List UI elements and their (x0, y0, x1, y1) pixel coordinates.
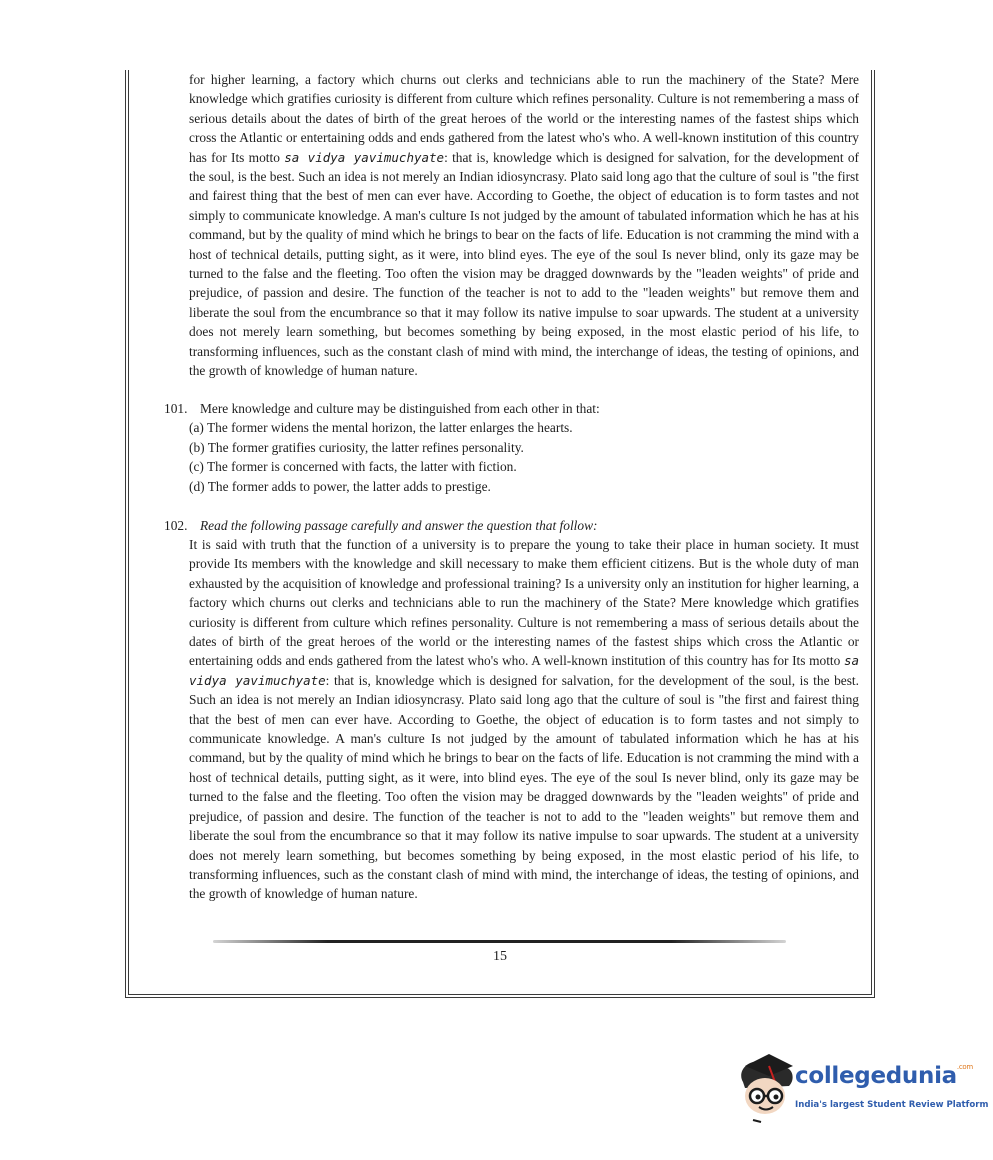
option-d[interactable]: (d) The former adds to power, the latter adds to prestige. (189, 478, 491, 494)
passage-102-part1: It is said with truth that the function of a university is to prepare the young to take their place in human society. It must provide Its members with the knowledge and skill necessary to make them efficient citizens. But is the whole duty of man exhausted by the acquisition of knowledge and professional training? Is a university only an institution for higher learning, a factory which churns out clerks and technicians able to run the machinery of the State? Mere knowledge which gratifies curiosity is different from culture which refines personality. Culture is not remembering a mass of serious details about the dates of birth of the great heroes of the world or the interesting names of the fastest ships which cross the Atlantic or entertaining odds and ends gathered from the latest who's who. A well-known institution of this country has for Its motto (189, 537, 859, 669)
question-102-number: 102. (164, 518, 188, 533)
question-101-stem (164, 399, 600, 418)
brand-name (795, 1063, 973, 1089)
passage-102-part2: : that is, knowledge which is designed for salvation, for the development of the soul, is the best. Such an idea is not merely an Indian idiosyncrasy. Plato said long ago that the culture of soul is "the first and fairest thing that the best of men can ever have. According to Goethe, the object of education is to form tastes and not simply to communicate knowledge. A man's culture Is not judged by the amount of tabulated information which he has at his command, but by the quality of mind which he brings to bear on the facts of life. Education is not cramming the mind with a host of technical details, putting sight, as it were, into blind eyes. The eye of the soul Is never blind, only its gaze may be turned to the false and the fleeting. Too often the vision may be dragged downwards by the "leaden weights" of pride and prejudice, of passion and desire. The function of the teacher is not to add to the "leaden weights" but remove them and liberate the soul from the encumbrance so that it may follow its native impulse to soar upwards. The student at a university does not merely learn something, but becomes something by being exposed, in the most elastic period of his life, to transforming influences, such as the constant clash of mind with mind, the interchange of ideas, the testing of opinions, and the growth of knowledge of human nature. (189, 672, 859, 902)
option-c[interactable]: (c) The former is concerned with facts, the latter with fiction. (189, 459, 517, 474)
passage-continued-part1: for higher learning, a factory which churns out clerks and technicians able to run the machinery of the State? Mere knowledge which gratifies curiosity is different from culture which refines personality. Culture is not remembering a mass of serious details about the dates of birth of the great heroes of the world or the interesting names of the fastest ships which cross the Atlantic or entertaining odds and ends gathered from the latest who's who. A well-known institution of this country has for Its motto (189, 72, 859, 165)
question-101-number: 101. (164, 401, 188, 416)
option-a[interactable]: (a) The former widens the mental horizon, the latter enlarges the hearts. (189, 420, 573, 435)
passage-continued (189, 70, 859, 381)
passage-continued-part2: : that is, knowledge which is designed for salvation, for the development of the soul, is the best. Such an idea is not merely an Indian idiosyncrasy. Plato said long ago that the culture of soul is "the first and fairest thing that the best of men can ever have. According to Goethe, the object of education is to form tastes and not simply to communicate knowledge. A man's culture Is not judged by the amount of tabulated information which he has at his command, but by the quality of mind which he brings to bear on the facts of life. Education is not cramming the mind with a host of technical details, putting sight, as it were, into blind eyes. The eye of the soul Is never blind, only its gaze may be turned to the false and the fleeting. Too often the vision may be dragged downwards by the "leaden weights" of pride and prejudice, of passion and desire. The function of the teacher is not to add to the "leaden weights" but remove them and liberate the soul from the encumbrance so that it may follow its native impulse to soar upwards. The student at a university does not merely learn something, but becomes something by being exposed, in the most elastic period of his life, to transforming influences, such as the constant clash of mind with mind, the interchange of ideas, the testing of opinions, and the growth of knowledge of human nature. (189, 149, 859, 379)
passage-102 (189, 535, 859, 904)
question-102-instruction: Read the following passage carefully and answer the question that follow: (200, 518, 598, 533)
question-101-options (189, 418, 573, 496)
brand-name-text: collegedunia (795, 1063, 957, 1089)
question-101-text: Mere knowledge and culture may be distinguished from each other in that: (200, 401, 600, 416)
page-number: 15 (493, 949, 507, 964)
option-b[interactable]: (b) The former gratifies curiosity, the latter refines personality. (189, 439, 524, 455)
question-102-stem (164, 516, 597, 535)
passage-continued-motto: sa vidya yavimuchyate (284, 149, 445, 165)
passage-102-motto: sa vidya yavimuchyate (189, 653, 859, 688)
brand-suffix: .com (956, 1063, 973, 1071)
brand-tagline: India's largest Student Review Platform (795, 1100, 989, 1110)
footer-rule (213, 940, 786, 943)
